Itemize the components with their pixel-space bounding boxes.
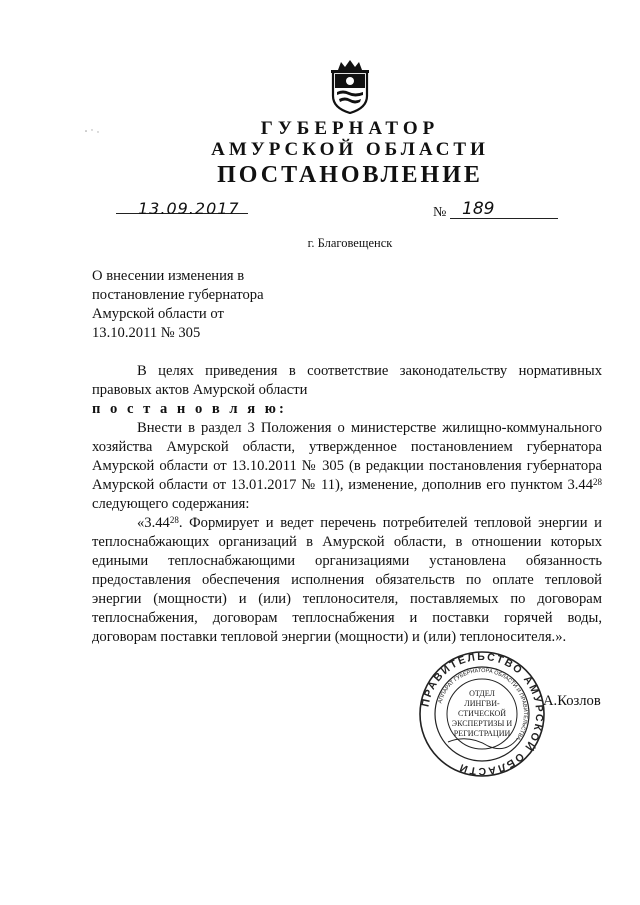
subject-line: Амурской области от	[92, 306, 224, 322]
stamp-center-text: ЛИНГВИ-	[464, 699, 500, 708]
preamble-paragraph: В целях приведения в соответствие законодательству нормативных правовых актов Амурской области	[92, 363, 602, 398]
paragraph-text: следующего содержания:	[92, 496, 250, 512]
stamp-center-text: ОТДЕЛ	[469, 689, 495, 698]
operative-paragraph-1	[92, 419, 602, 514]
document-type-title: ПОСТАНОВЛЕНИЕ	[217, 162, 483, 188]
stamp-center-text: РЕГИСТРАЦИИ	[453, 729, 511, 738]
paragraph-text: Внести в раздел 3 Положения о министерстве жилищно-коммунального хозяйства Амурской области, утвержденное постановлением губернатора Амурской области от 13.10.2011 № 305 (в редакции постановления губернатора Амурской области от 13.01.2017 № 11), изменение, дополнив его пунктом 3.44	[92, 420, 602, 493]
stamp-center-text: СТИЧЕСКОЙ	[457, 709, 507, 718]
stamp-inner-text: АППАРАТ ГУБЕРНАТОРА ОБЛАСТИ И ПРАВИТЕЛЬСТВА	[437, 667, 529, 741]
superscript: 28	[169, 515, 179, 525]
header-title-line1: ГУБЕРНАТОР	[260, 118, 440, 139]
decree-word: п о с т а н о в л я ю:	[92, 401, 287, 417]
document-subject	[92, 267, 264, 343]
document-body	[92, 362, 602, 647]
city-line: г. Благовещенск	[307, 236, 393, 250]
operative-paragraph-2	[92, 514, 602, 647]
subject-line: постановление губернатора	[92, 287, 264, 303]
subject-line: 13.10.2011 № 305	[92, 325, 201, 341]
amur-oblast-coat-of-arms-icon	[329, 58, 371, 114]
document-date: 13.09.2017	[138, 199, 240, 218]
paragraph-text: . Формирует и ведет перечень потребителей тепловой энергии и теплоснабжающих организаций в Амурской области, в отношении которых едиными теплоснабжающими организациями установлена обязанность предоставления обеспечения исполнения обязательств по оплате тепловой энергии (мощности) и (или) теплоносителя, поставляемых по договорам теплоснабжения, договорам теплоснабжения и поставки горячей воды, договорам поставки тепловой энергии (мощности) и (или) теплоносителя.».	[92, 515, 602, 645]
paragraph-text: «3.44	[137, 515, 170, 531]
header-title-line2: АМУРСКОЙ ОБЛАСТИ	[211, 139, 489, 160]
signatory-name: А.Козлов	[543, 693, 601, 709]
stamp-outer-text: ПРАВИТЕЛЬСТВО АМУРСКОЙ ОБЛАСТИ	[419, 650, 546, 778]
document-number: 189	[462, 199, 495, 219]
superscript: 28	[593, 477, 602, 487]
subject-line: О внесении изменения в	[92, 268, 245, 284]
stamp-center-text: ЭКСПЕРТИЗЫ И	[451, 719, 513, 728]
official-stamp	[418, 650, 546, 778]
number-label: №	[433, 205, 447, 220]
